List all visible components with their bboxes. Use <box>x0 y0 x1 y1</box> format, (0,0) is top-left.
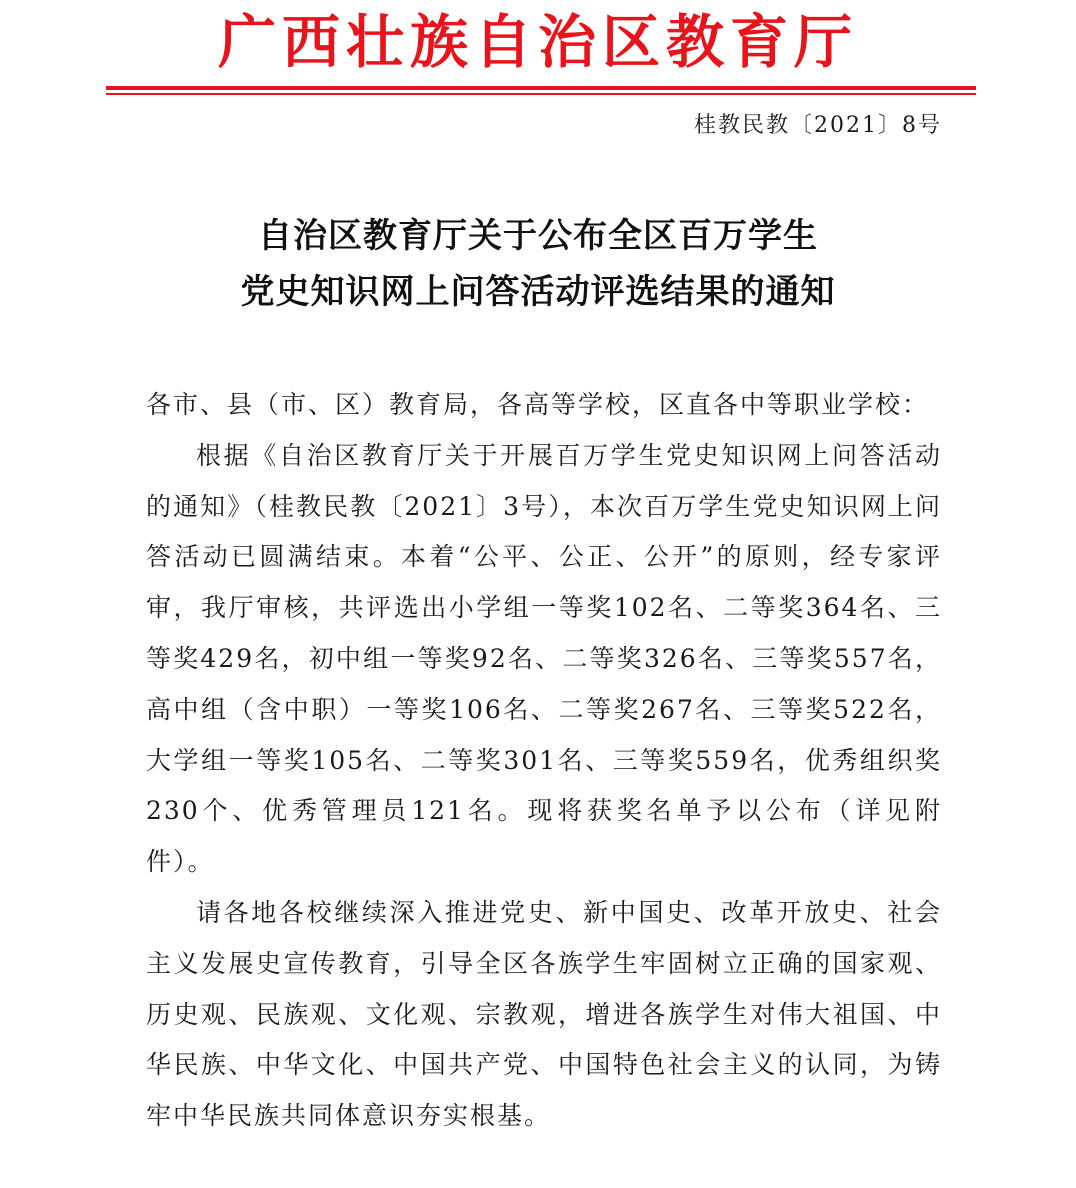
document-title-line-2: 党史知识网上问答活动评选结果的通知 <box>240 272 836 312</box>
salutation: 各市、县（市、区）教育局，各高等学校，区直各中等职业学校： <box>146 390 930 419</box>
document-title-line-1: 自治区教育厅关于公布全区百万学生 <box>258 216 818 256</box>
document-body <box>146 380 942 1142</box>
document-title <box>0 208 1076 320</box>
document-number: 桂教民教〔2021〕8号 <box>694 113 942 138</box>
body-paragraph-2: 请各地各校继续深入推进党史、新中国史、改革开放史、社会主义发展史宣传教育，引导全区各族学生牢固树立正确的国家观、历史观、民族观、文化观、宗教观，增进各族学生对伟大祖国、中华民族、中华文化、中国共产党、中国特色社会主义的认同，为铸牢中华民族共同体意识夯实根基。 <box>146 897 942 1131</box>
letterhead-red-rule-thin <box>106 93 976 95</box>
letterhead-title: 广西壮族自治区教育厅 <box>217 8 858 76</box>
letterhead-red-rule <box>106 86 976 90</box>
body-paragraph-1: 根据《自治区教育厅关于开展百万学生党史知识网上问答活动的通知》（桂教民教〔2021〕3号），本次百万学生党史知识网上问答活动已圆满结束。本着“公平、公正、公开”的原则，经专家评审，我厅审核，共评选出小学组一等奖102名、二等奖364名、三等奖429名，初中组一等奖92名、二等奖326名、三等奖557名，高中组（含中职）一等奖106名、二等奖267名、三等奖522名，大学组一等奖105名、二等奖301名、三等奖559名，优秀组织奖230个、优秀管理员121名。现将获奖名单予以公布（详见附件）。 <box>146 440 942 877</box>
